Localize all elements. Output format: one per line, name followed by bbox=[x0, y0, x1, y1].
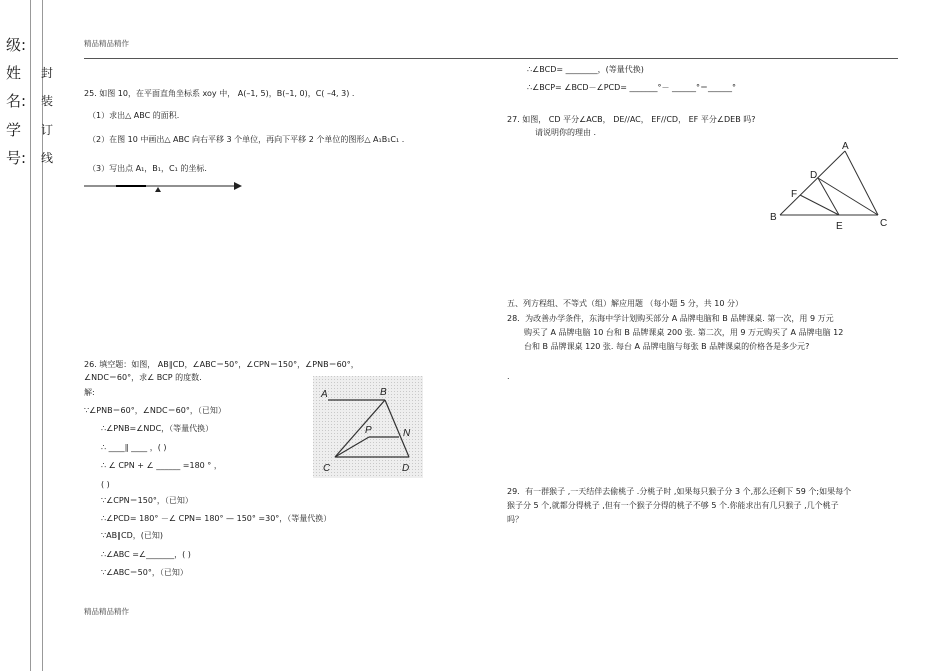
label-a: A bbox=[321, 389, 328, 400]
label-c: C bbox=[323, 463, 331, 474]
q25-part-3: （3）写出点 A₁，B₁，C₁ 的坐标. bbox=[88, 164, 207, 173]
label-p: P bbox=[365, 425, 372, 436]
label-d: D bbox=[810, 170, 818, 181]
q29-line-1: 29．有一群猴子 ,一天结伴去偷桃子 .分桃子时 ,如果每只猴子分 3 个,那么还剩下 59 个;如果每个 bbox=[507, 487, 852, 496]
section-5-heading: 五、列方程组、不等式（组）解应用题 （每小题 5 分，共 10 分） bbox=[507, 299, 743, 308]
margin-label-name-1: 姓 bbox=[6, 64, 22, 82]
label-f: F bbox=[791, 189, 798, 200]
q25-part-2: （2）在图 10 中画出△ ABC 向右平移 3 个单位，再向下平移 2 个单位的图形△ A₁B₁C₁ . bbox=[88, 135, 405, 144]
q26-cont-1: ∴∠BCD= ________，(等量代换) bbox=[527, 65, 644, 74]
margin-line-char: 线 bbox=[41, 151, 54, 165]
margin-seal-char: 封 bbox=[41, 66, 54, 80]
margin-bind-char: 装 bbox=[41, 94, 54, 108]
label-b: B bbox=[380, 387, 387, 398]
segment-ab bbox=[780, 151, 845, 215]
margin-label-class: 级: bbox=[6, 36, 27, 54]
margin-label-name-2: 名: bbox=[6, 92, 27, 110]
label-a: A bbox=[842, 141, 849, 152]
q26-stem-1: 26. 填空题：如图， AB∥CD，∠ABC＝50°，∠CPN＝150°，∠PNB＝60°， bbox=[84, 360, 359, 369]
margin-order-char: 订 bbox=[41, 123, 54, 137]
q27-figure bbox=[766, 140, 896, 232]
q26-figure bbox=[313, 376, 423, 478]
q26-step-10: ∵∠ABC＝50°，（已知） bbox=[101, 568, 188, 577]
q26-step-9: ∴∠ABC =∠_______，( ) bbox=[101, 550, 191, 559]
q26-step-7: ∴∠PCD= 180° －∠ CPN= 180° — 150° =30°，（等量代换） bbox=[101, 514, 332, 523]
q28-line-3: 台和 B 品牌课桌 120 张. 每台 A 品牌电脑与每张 B 品牌课桌的价格各是多少元? bbox=[524, 342, 810, 351]
q26-step-2: ∴∠PNB=∠NDC，（等量代换） bbox=[101, 424, 214, 433]
label-b: B bbox=[770, 212, 777, 223]
margin-label-id-2: 号: bbox=[6, 149, 27, 167]
q26-step-3: ∴ ____∥ ____ ，( ) bbox=[101, 443, 167, 452]
q26-step-1: ∵∠PNB＝60°，∠NDC＝60°，（已知） bbox=[84, 406, 226, 415]
q26-step-5: ( ) bbox=[101, 480, 110, 489]
margin-line-outer bbox=[30, 0, 31, 671]
q26-step-6: ∵∠CPN＝150°，（已知） bbox=[101, 496, 193, 505]
margin-label-id-1: 学 bbox=[6, 121, 22, 139]
header-watermark: 精品精品精作 bbox=[84, 39, 129, 48]
q26-solution-label: 解: bbox=[84, 388, 95, 397]
q28-line-1: 28．为改善办学条件，东海中学计划购买部分 A 品牌电脑和 B 品牌课桌. 第一次，用 9 万元 bbox=[507, 314, 834, 323]
label-e: E bbox=[836, 221, 843, 232]
header-rule bbox=[84, 58, 898, 59]
q25-part-1: （1）求出△ ABC 的面积. bbox=[88, 111, 180, 120]
q26-cont-2: ∴∠BCP= ∠BCD－∠PCD= _______°－ ______°＝______° bbox=[527, 83, 737, 92]
q28-answer-dot: . bbox=[507, 372, 510, 381]
q25-number-line bbox=[82, 180, 244, 194]
label-n: N bbox=[403, 428, 411, 439]
label-d: D bbox=[402, 463, 410, 474]
q28-line-2: 购买了 A 品牌电脑 10 台和 B 品牌课桌 200 张. 第二次，用 9 万元购买了 A 品牌电脑 12 bbox=[524, 328, 844, 337]
q26-step-4: ∴ ∠ CPN + ∠ ______ =180 ° ， bbox=[101, 461, 222, 470]
q26-step-8: ∵AB∥CD，(已知) bbox=[101, 531, 164, 540]
q27-stem: 27. 如图， CD 平分∠ACB， DE//AC， EF//CD， EF 平分∠DEB 吗? bbox=[507, 115, 756, 124]
label-c: C bbox=[880, 218, 888, 229]
q25-stem: 25. 如图 10，在平面直角坐标系 xoy 中， A(–1, 5)，B(–1, 0)，C( –4, 3) . bbox=[84, 89, 355, 98]
q27-prompt: 请说明你的理由 . bbox=[535, 128, 597, 137]
footer-watermark: 精品精品精作 bbox=[84, 607, 129, 616]
q29-line-3: 吗？ bbox=[507, 515, 523, 524]
q29-line-2: 猴子分 5 个,就都分得桃子 ,但有一个猴子分得的桃子不够 5 个.你能求出有几只猴子 ,几个桃子 bbox=[507, 501, 839, 510]
q26-stem-2: ∠NDC＝60°，求∠ BCP 的度数. bbox=[84, 373, 202, 382]
